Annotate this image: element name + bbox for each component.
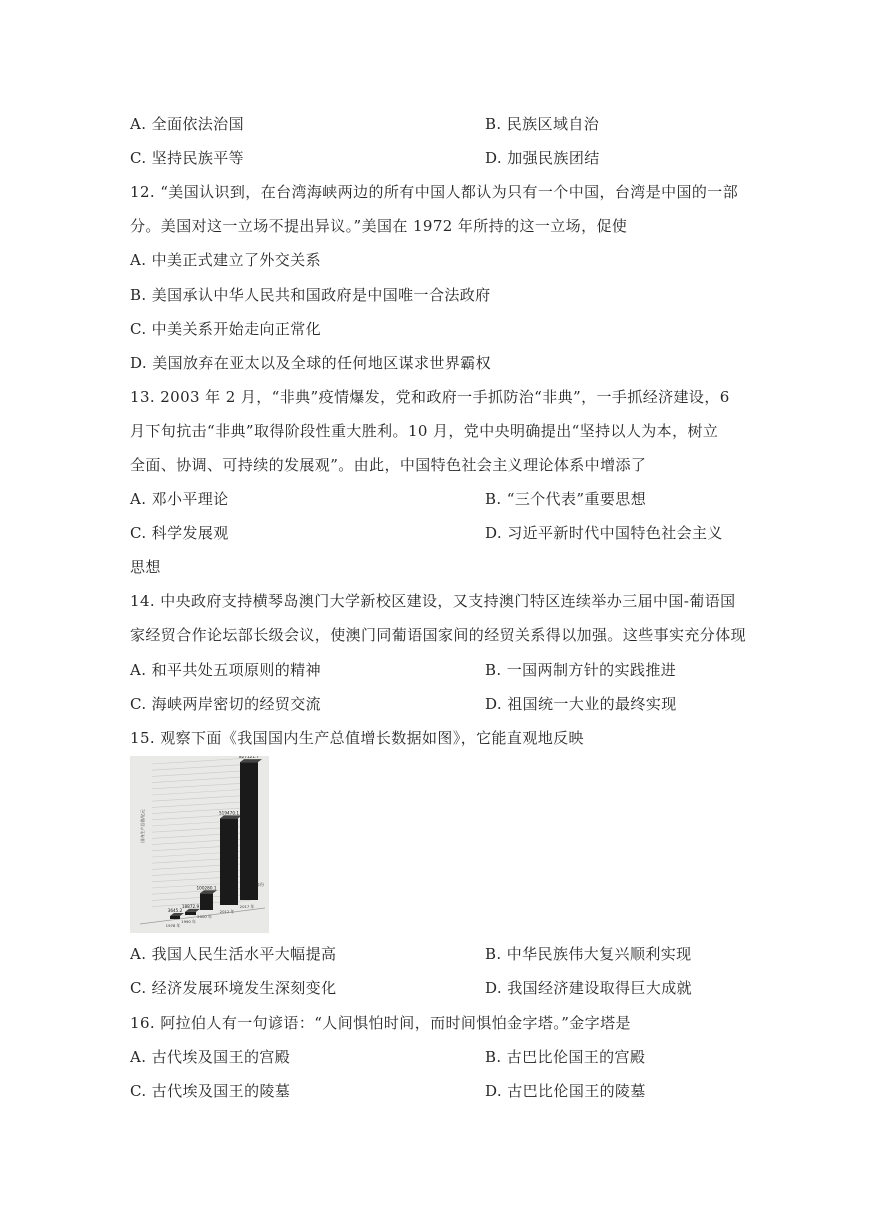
q14-stem-line2: 家经贸合作论坛部长级会议，使澳门同葡语国家间的经贸关系得以加强。这些事实充分体现: [130, 626, 747, 644]
bar-top: [240, 759, 262, 762]
y-axis-label: 国内生产总值/亿元: [140, 809, 145, 843]
q12-stem-line1: 12. “美国认识到，在台湾海峡两边的所有中国人都认为只有一个中国，台湾是中国的一部: [130, 183, 739, 201]
q12-option-c: C. 中美关系开始走向正常化: [130, 320, 322, 338]
bar-value-label: 519470.1: [219, 810, 239, 816]
bar-value-label: 18872.9: [181, 903, 200, 909]
bar: [240, 762, 258, 900]
q12-option-b: B. 美国承认中华人民共和国政府是中国唯一合法政府: [130, 286, 491, 304]
q16-option-c: C. 古代埃及国王的陵墓: [130, 1082, 291, 1100]
grid-line: [152, 801, 250, 807]
grid-line: [152, 770, 250, 776]
grid-line: [152, 758, 250, 764]
q13-option-d: D. 习近平新时代中国特色社会主义: [485, 524, 723, 542]
bar-value-label: 100280.1: [196, 885, 217, 891]
x-axis-label: 年份: [256, 882, 264, 887]
q12-option-a: A. 中美正式建立了外交关系: [130, 251, 321, 269]
bar: [200, 893, 213, 910]
q13-option-a: A. 邓小平理论: [130, 490, 229, 508]
q13-stem-line2: 月下旬抗击“非典”取得阶段性重大胜利。10 月，党中央明确提出“坚持以人为本，树立: [130, 422, 719, 440]
q16-stem: 16. 阿拉伯人有一句谚语：“人间惧怕时间，而时间惧怕金字塔。”金字塔是: [130, 1014, 631, 1032]
q11-option-d: D. 加强民族团结: [485, 149, 600, 167]
q14-stem-line1: 14. 中央政府支持横琴岛澳门大学新校区建设，又支持澳门特区连续举办三届中国-葡语国: [130, 592, 736, 610]
q13-option-d-continuation: 思想: [130, 558, 161, 576]
x-tick-label: 1990 年: [181, 919, 196, 924]
q15-option-b: B. 中华民族伟大复兴顺利实现: [485, 945, 692, 963]
x-tick-label: 2017 年: [239, 904, 255, 909]
bar: [220, 818, 238, 905]
q14-option-c: C. 海峡两岸密切的经贸交流: [130, 695, 322, 713]
grid-line: [152, 777, 250, 783]
bar-value-label: 827121.7: [239, 756, 259, 760]
q11-option-c: C. 坚持民族平等: [130, 149, 245, 167]
q15-stem: 15. 观察下面《我国国内生产总值增长数据如图》，它能直观地反映: [130, 729, 584, 747]
q16-option-b: B. 古巴比伦国王的宫殿: [485, 1048, 646, 1066]
x-tick-label: 1978 年: [165, 923, 181, 928]
q12-option-d: D. 美国放弃在亚太以及全球的任何地区谋求世界霸权: [130, 354, 492, 372]
q11-option-a: A. 全面依法治国: [130, 115, 244, 133]
q13-option-b: B. “三个代表”重要思想: [485, 490, 647, 508]
q15-option-a: A. 我国人民生活水平大幅提高: [130, 945, 337, 963]
grid-line: [152, 795, 250, 801]
q13-option-c: C. 科学发展观: [130, 524, 229, 542]
q16-option-d: D. 古巴比伦国王的陵墓: [485, 1082, 646, 1100]
gdp-chart-svg: [130, 756, 269, 933]
q12-stem-line2: 分。美国对这一立场不提出异议。”美国在 1972 年所持的这一立场，促使: [130, 217, 628, 235]
bar-top: [170, 913, 184, 916]
grid-line: [152, 764, 250, 770]
x-tick-label: 2012 年: [219, 909, 235, 914]
bar: [185, 912, 196, 915]
grid-line: [152, 789, 250, 795]
gdp-growth-chart: [130, 756, 269, 933]
grid-line: [152, 783, 250, 789]
q16-option-a: A. 古代埃及国王的宫殿: [130, 1048, 291, 1066]
bar-top: [200, 890, 217, 893]
q15-option-c: C. 经济发展环境发生深刻变化: [130, 979, 337, 997]
bar-value-label: 3645.2: [167, 908, 183, 913]
q11-option-b: B. 民族区域自治: [485, 115, 600, 133]
q14-option-b: B. 一国两制方针的实践推进: [485, 661, 677, 679]
x-tick-label: 2000 年: [197, 914, 212, 919]
q14-option-d: D. 祖国统一大业的最终实现: [485, 695, 677, 713]
bar: [170, 916, 180, 919]
bar-top: [220, 815, 242, 818]
q15-option-d: D. 我国经济建设取得巨大成就: [485, 979, 693, 997]
q13-stem-line3: 全面、协调、可持续的发展观”。由此，中国特色社会主义理论体系中增添了: [130, 456, 647, 474]
bar-top: [185, 909, 200, 912]
q14-option-a: A. 和平共处五项原则的精神: [130, 661, 321, 679]
q13-stem-line1: 13. 2003 年 2 月，“非典”疫情爆发，党和政府一手抓防治“非典”，一手抓经济建设，6: [130, 388, 730, 406]
